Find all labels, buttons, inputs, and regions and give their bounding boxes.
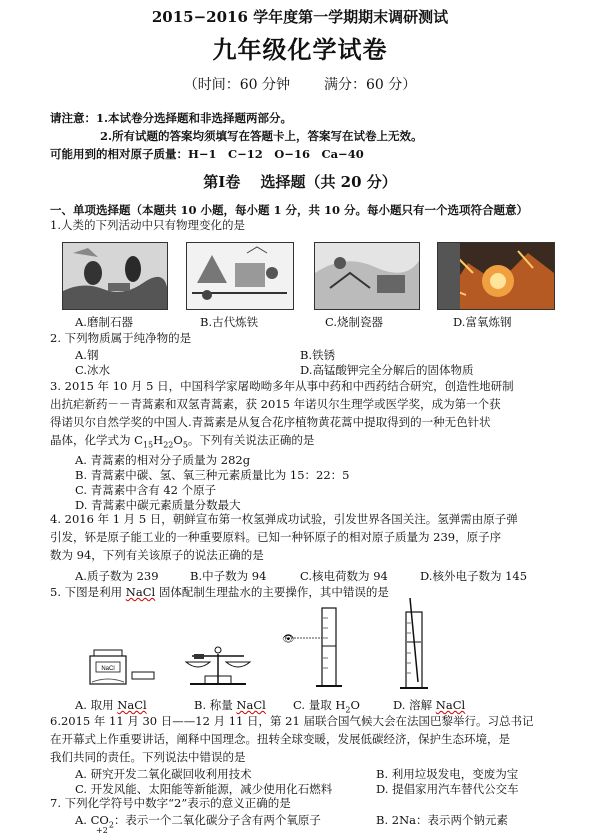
q6-option-c[interactable]: C. 开发风能、太阳能等新能源，减少使用化石燃料 (75, 782, 333, 796)
note-1: 请注意：1.本试卷分选择题和非选择题两部分。 (50, 111, 293, 125)
question-5-stem: 5. 下图是利用 NaCl 固体配制生理盐水的主要操作，其中错误的是 (50, 585, 389, 599)
jar-label: NaCl (101, 666, 115, 672)
question-4-line-1: 4. 2016 年 1 月 5 日，朝鲜宣布第一枚氢弹成功试验，引发世界各国关注。氢弹需由原子弹 (50, 512, 518, 526)
measuring-cylinder-drawing (282, 608, 342, 686)
exam-title: 九年级化学试卷 (212, 35, 388, 64)
question-3-line-1: 3. 2015 年 10 月 5 日，中国科学家屠呦呦多年从事中药和中西药结合研究，创造性地研制 (50, 379, 514, 393)
svg-text:👁: 👁 (282, 634, 295, 645)
q1-option-c[interactable]: C.烧制瓷器 (325, 315, 384, 329)
section-title: 第Ⅰ卷 选择题（共 20 分） (203, 173, 397, 191)
reagent-jar-drawing (90, 650, 154, 684)
lab-operations-figure (70, 598, 540, 698)
note-2: 2.所有试题的答案均须填写在答题卡上，答案写在试卷上无效。 (100, 129, 423, 143)
q3-option-d[interactable]: D. 青蒿素中碳元素质量分数最大 (75, 498, 241, 512)
time-score-line (0, 74, 600, 94)
q6-option-a[interactable]: A. 研究开发二氧化碳回收利用技术 (75, 767, 252, 781)
q1-option-b[interactable]: B.古代炼铁 (200, 315, 259, 329)
question-6-line-3: 我们共同的责任。下列说法中错误的是 (50, 750, 246, 764)
porcelain-firing-image (314, 242, 420, 310)
question-6-line-1: 6.2015 年 11 月 30 日——12 月 11 日，第 21 届联合国气候大会在法国巴黎举行。习总书记 (50, 714, 534, 728)
question-6-line-2: 在开幕式上作重要讲话，阐释中国理念。扭转全球变暖，发展低碳经济，保护生态环境，是 (50, 732, 510, 746)
q3-option-a[interactable]: A. 青蒿素的相对分子质量为 282g (75, 453, 251, 467)
q4-option-b[interactable]: B.中子数为 94 (190, 569, 267, 583)
school-year-heading: 2015−2016 学年度第一学期期末调研测试 (151, 8, 449, 26)
q4-option-a[interactable]: A.质子数为 239 (75, 569, 159, 583)
section-instruction: 一、单项选择题（本题共 10 小题，每小题 1 分，共 10 分。每小题只有一个选项符合题意） (50, 203, 529, 217)
q1-option-d[interactable]: D.富氧炼钢 (453, 315, 512, 329)
q5-option-a[interactable]: A. 取用 NaCl (75, 698, 147, 712)
stone-grinding-image (62, 242, 168, 310)
q5-option-c[interactable]: C. 量取 $H_2O$ (293, 698, 360, 715)
valence-mark-cutoff: +2 (96, 826, 108, 835)
q3-option-c[interactable]: C. 青蒿素中含有 42 个原子 (75, 483, 217, 497)
q7-option-a[interactable]: A. $CO_2$：表示一个二氧化碳分子含有两个氧原子 (75, 813, 321, 830)
oxygen-steelmaking-image (437, 242, 555, 310)
question-4-line-2: 引发，钚是原子能工业的一种重要原料。已知一种钚原子的相对原子质量为 239，原子序 (50, 530, 502, 544)
q2-option-a[interactable]: A.钢 (75, 348, 99, 362)
question-3-line-3: 得诺贝尔自然学奖的中国人.青蒿素是从复合花序植物黄花蒿中提取得到的一种无色针状 (50, 415, 491, 429)
balance-drawing (186, 647, 250, 684)
question-3-line-4: 晶体，化学式为 $C_{15}H_{22}O_5$。下列有关说法正确的是 (50, 433, 315, 450)
full-score: 满分：60 分） (324, 77, 417, 93)
q7-option-b[interactable]: B. 2Na：表示两个钠元素 (376, 813, 508, 827)
question-7-stem: 7. 下列化学符号中数字“2”表示的意义正确的是 (50, 796, 291, 810)
time-limit: （时间：60 分钟 (183, 77, 290, 93)
q2-option-c[interactable]: C.冰水 (75, 363, 111, 377)
q4-option-c[interactable]: C.核电荷数为 94 (300, 569, 388, 583)
ancient-iron-smelting-image (186, 242, 294, 310)
q5-option-d[interactable]: D. 溶解 NaCl (393, 698, 466, 712)
dissolving-cylinder-drawing (400, 598, 428, 688)
q2-option-b[interactable]: B.铁锈 (300, 348, 336, 362)
q2-option-d[interactable]: D.高锰酸钾完全分解后的固体物质 (300, 363, 474, 377)
question-3-line-2: 出抗疟新药－－青蒿素和双氢青蒿素，获 2015 年诺贝尔生理学或医学奖，成为第一个获 (50, 397, 501, 411)
q3-option-b[interactable]: B. 青蒿素中碳、氢、氧三种元素质量比为 15：22：5 (75, 468, 350, 482)
q6-option-d[interactable]: D. 提倡家用汽车替代公交车 (376, 782, 519, 796)
question-1-stem: 1.人类的下列活动中只有物理变化的是 (50, 218, 245, 232)
atomic-mass-note: 可能用到的相对原子质量：H−1 C−12 O−16 Ca−40 (50, 147, 364, 161)
question-4-line-3: 数为 94，下列有关该原子的说法正确的是 (50, 548, 264, 562)
q5-option-b[interactable]: B. 称量 NaCl (194, 698, 266, 712)
q6-option-b[interactable]: B. 利用垃圾发电，变废为宝 (376, 767, 519, 781)
q1-option-a[interactable]: A.磨制石器 (75, 315, 133, 329)
q4-option-d[interactable]: D.核外电子数为 145 (420, 569, 528, 583)
question-2-stem: 2. 下列物质属于纯净物的是 (50, 331, 192, 345)
